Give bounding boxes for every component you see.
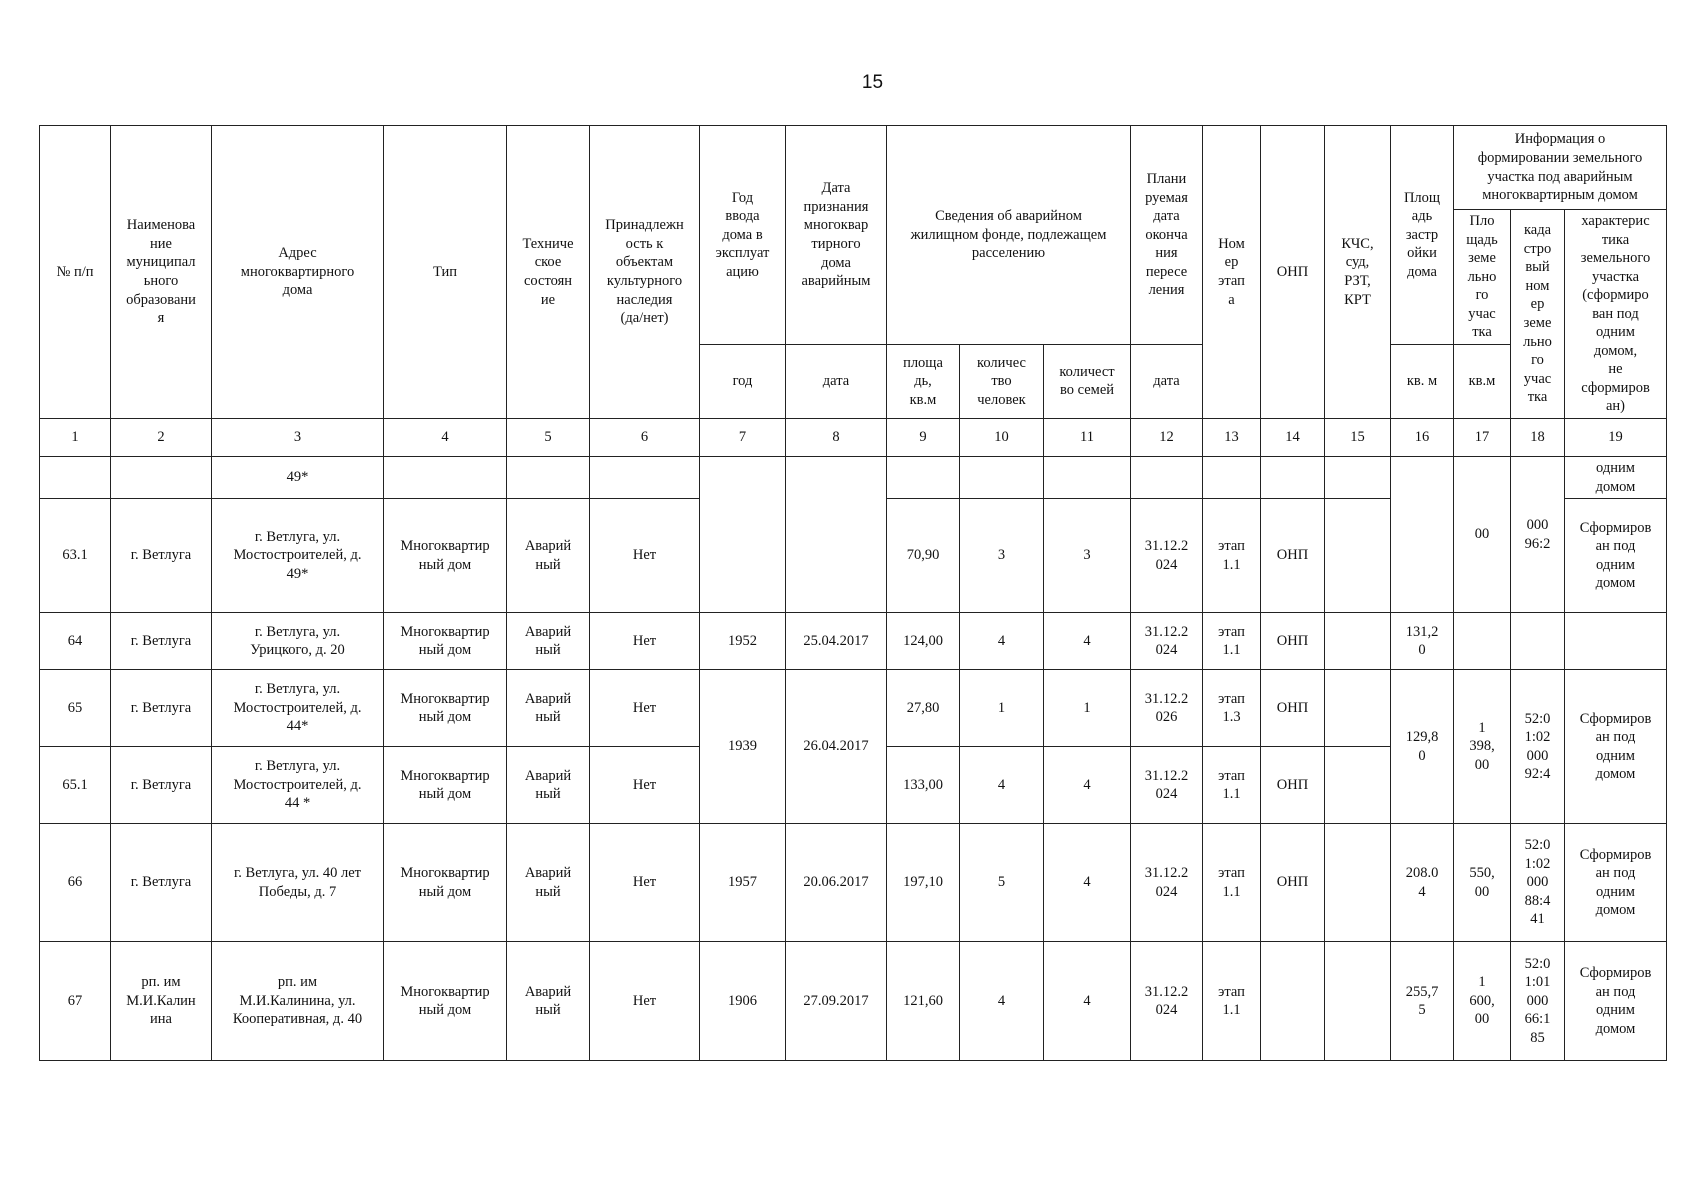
cell-heritage: Нет: [590, 670, 700, 747]
cell-type: [384, 457, 507, 499]
cell-type: Многоквартир ный дом: [384, 747, 507, 824]
cell-people: 4: [960, 747, 1044, 824]
cell-planned-date: 31.12.2 024: [1131, 824, 1203, 942]
cell-stage: этап 1.1: [1203, 499, 1261, 613]
cell-type: Многоквартир ный дом: [384, 670, 507, 747]
cell-tech-state: Аварий ный: [507, 670, 590, 747]
cell-year: 1939: [700, 670, 786, 824]
cell-area: 70,90: [887, 499, 960, 613]
cell-families: 4: [1044, 613, 1131, 670]
cell-cadastral: [1511, 613, 1565, 670]
cell-municipality: г. Ветлуга: [111, 824, 212, 942]
header-emergency-fund: Сведения об аварийном жилищном фонде, подлежащем расселению: [887, 126, 1131, 345]
cell-land-char: одним домом: [1565, 457, 1667, 499]
cell-year: 1957: [700, 824, 786, 942]
cell-planned-date: 31.12.2 024: [1131, 613, 1203, 670]
header-land-area: Пло щадь земе льно го учас тка: [1454, 210, 1511, 345]
emergency-housing-table: [39, 125, 1667, 1061]
cell-families: 4: [1044, 824, 1131, 942]
cell-heritage: Нет: [590, 499, 700, 613]
cell-planned-date: [1131, 457, 1203, 499]
header-kchs: КЧС, суд, РЗТ, КРТ: [1325, 126, 1391, 419]
cell-tech-state: Аварий ный: [507, 747, 590, 824]
cell-heritage: Нет: [590, 613, 700, 670]
cell-address: г. Ветлуга, ул. 40 лет Победы, д. 7: [212, 824, 384, 942]
header-address: Адрес многоквартирного дома: [212, 126, 384, 419]
cell-type: Многоквартир ный дом: [384, 499, 507, 613]
header-municipality: Наименова ние муниципал ьного образовани я: [111, 126, 212, 419]
header-year: Год ввода дома в эксплуат ацию: [700, 126, 786, 345]
cell-build-area: 131,2 0: [1391, 613, 1454, 670]
cell-address: г. Ветлуга, ул. Мостостроителей, д. 44 *: [212, 747, 384, 824]
column-number: 14: [1261, 419, 1325, 457]
cell-kchs: [1325, 613, 1391, 670]
cell-build-area: 255,7 5: [1391, 942, 1454, 1061]
column-number: 7: [700, 419, 786, 457]
cell-build-area: 129,8 0: [1391, 670, 1454, 824]
cell-cadastral: 52:0 1:01 000 66:1 85: [1511, 942, 1565, 1061]
cell-kchs: [1325, 747, 1391, 824]
cell-year: 1952: [700, 613, 786, 670]
header-num: № п/п: [40, 126, 111, 419]
sub-build-area-unit: кв. м: [1391, 344, 1454, 418]
cell-land-area: 1 600, 00: [1454, 942, 1511, 1061]
header-cadastral: када стро вый ном ер земе льно го учас тка: [1511, 210, 1565, 419]
cell-recognition-date: [786, 457, 887, 613]
cell-type: Многоквартир ный дом: [384, 613, 507, 670]
cell-municipality: г. Ветлуга: [111, 747, 212, 824]
column-number: 19: [1565, 419, 1667, 457]
sub-people: количес тво человек: [960, 344, 1044, 418]
cell-heritage: Нет: [590, 824, 700, 942]
cell-year: [700, 457, 786, 613]
column-number-row: [40, 419, 1667, 457]
cell-kchs: [1325, 457, 1391, 499]
table-row: [40, 942, 1667, 1061]
cell-num: 65.1: [40, 747, 111, 824]
cell-recognition-date: 26.04.2017: [786, 670, 887, 824]
cell-people: 5: [960, 824, 1044, 942]
cell-address: рп. им М.И.Калинина, ул. Кооперативная, д. 40: [212, 942, 384, 1061]
cell-municipality: г. Ветлуга: [111, 613, 212, 670]
column-number: 8: [786, 419, 887, 457]
cell-num: 65: [40, 670, 111, 747]
cell-tech-state: Аварий ный: [507, 942, 590, 1061]
cell-municipality: г. Ветлуга: [111, 499, 212, 613]
cell-tech-state: Аварий ный: [507, 824, 590, 942]
cell-heritage: Нет: [590, 942, 700, 1061]
header-tech-state: Техниче ское состоян ие: [507, 126, 590, 419]
cell-recognition-date: 27.09.2017: [786, 942, 887, 1061]
cell-type: Многоквартир ный дом: [384, 942, 507, 1061]
cell-land-char: Сформиров ан под одним домом: [1565, 942, 1667, 1061]
sub-planned-date: дата: [1131, 344, 1203, 418]
cell-area: [887, 457, 960, 499]
cell-num: 64: [40, 613, 111, 670]
cell-kchs: [1325, 824, 1391, 942]
table-row: [40, 613, 1667, 670]
column-number: 2: [111, 419, 212, 457]
column-number: 3: [212, 419, 384, 457]
sub-families: количест во семей: [1044, 344, 1131, 418]
header-type: Тип: [384, 126, 507, 419]
cell-land-area: 00: [1454, 457, 1511, 613]
cell-stage: этап 1.1: [1203, 747, 1261, 824]
cell-onp: [1261, 942, 1325, 1061]
cell-cadastral: 52:0 1:02 000 92:4: [1511, 670, 1565, 824]
cell-people: 4: [960, 942, 1044, 1061]
cell-type: Многоквартир ный дом: [384, 824, 507, 942]
table-row: [40, 670, 1667, 747]
cell-year: 1906: [700, 942, 786, 1061]
cell-area: 121,60: [887, 942, 960, 1061]
sub-land-area-unit: кв.м: [1454, 344, 1511, 418]
cell-address: г. Ветлуга, ул. Урицкого, д. 20: [212, 613, 384, 670]
cell-land-char: [1565, 613, 1667, 670]
cell-cadastral: 000 96:2: [1511, 457, 1565, 613]
column-number: 10: [960, 419, 1044, 457]
cell-land-char: Сформиров ан под одним домом: [1565, 499, 1667, 613]
cell-planned-date: 31.12.2 024: [1131, 747, 1203, 824]
cell-families: [1044, 457, 1131, 499]
sub-date: дата: [786, 344, 887, 418]
cell-recognition-date: 20.06.2017: [786, 824, 887, 942]
cell-heritage: Нет: [590, 747, 700, 824]
column-number: 1: [40, 419, 111, 457]
cell-area: 124,00: [887, 613, 960, 670]
column-number: 6: [590, 419, 700, 457]
cell-families: 1: [1044, 670, 1131, 747]
header-land-char: характерис тика земельного участка (сформиро ван под одним домом, не сформиров ан): [1565, 210, 1667, 419]
column-number: 13: [1203, 419, 1261, 457]
header-build-area: Площ адь застр ойки дома: [1391, 126, 1454, 345]
cell-num: 66: [40, 824, 111, 942]
cell-stage: этап 1.1: [1203, 824, 1261, 942]
cell-onp: ОНП: [1261, 824, 1325, 942]
cell-tech-state: Аварий ный: [507, 613, 590, 670]
cell-land-area: 1 398, 00: [1454, 670, 1511, 824]
column-number: 15: [1325, 419, 1391, 457]
cell-stage: этап 1.1: [1203, 613, 1261, 670]
column-number: 16: [1391, 419, 1454, 457]
cell-tech-state: [507, 457, 590, 499]
cell-area: 27,80: [887, 670, 960, 747]
column-number: 18: [1511, 419, 1565, 457]
cell-families: 3: [1044, 499, 1131, 613]
cell-address: 49*: [212, 457, 384, 499]
cell-heritage: [590, 457, 700, 499]
cell-stage: этап 1.3: [1203, 670, 1261, 747]
cell-people: [960, 457, 1044, 499]
cell-planned-date: 31.12.2 024: [1131, 942, 1203, 1061]
table-row: [40, 824, 1667, 942]
column-number: 17: [1454, 419, 1511, 457]
cell-onp: ОНП: [1261, 747, 1325, 824]
cell-kchs: [1325, 670, 1391, 747]
header-recognition-date: Дата признания многоквар тирного дома аварийным: [786, 126, 887, 345]
sub-area: площа дь, кв.м: [887, 344, 960, 418]
cell-build-area: [1391, 457, 1454, 613]
cell-municipality: г. Ветлуга: [111, 670, 212, 747]
column-number: 4: [384, 419, 507, 457]
cell-num: 67: [40, 942, 111, 1061]
cell-stage: [1203, 457, 1261, 499]
header-heritage: Принадлежн ость к объектам культурного наследия (да/нет): [590, 126, 700, 419]
header-planned-date: Плани руемая дата оконча ния пересе ления: [1131, 126, 1203, 345]
cell-municipality: [111, 457, 212, 499]
cell-onp: ОНП: [1261, 670, 1325, 747]
cell-people: 3: [960, 499, 1044, 613]
cell-people: 1: [960, 670, 1044, 747]
header-land-info: Информация о формировании земельного участка под аварийным многоквартирным домом: [1454, 126, 1667, 210]
header-stage: Ном ер этап а: [1203, 126, 1261, 419]
cell-cadastral: 52:0 1:02 000 88:4 41: [1511, 824, 1565, 942]
page-number: 15: [861, 72, 884, 93]
column-number: 12: [1131, 419, 1203, 457]
column-number: 9: [887, 419, 960, 457]
sub-year: год: [700, 344, 786, 418]
table-row: [40, 457, 1667, 499]
cell-people: 4: [960, 613, 1044, 670]
cell-onp: [1261, 457, 1325, 499]
cell-num: [40, 457, 111, 499]
cell-land-area: 550, 00: [1454, 824, 1511, 942]
cell-address: г. Ветлуга, ул. Мостостроителей, д. 44*: [212, 670, 384, 747]
cell-tech-state: Аварий ный: [507, 499, 590, 613]
cell-land-char: Сформиров ан под одним домом: [1565, 824, 1667, 942]
cell-families: 4: [1044, 747, 1131, 824]
cell-land-char: Сформиров ан под одним домом: [1565, 670, 1667, 824]
cell-onp: ОНП: [1261, 499, 1325, 613]
cell-planned-date: 31.12.2 024: [1131, 499, 1203, 613]
cell-families: 4: [1044, 942, 1131, 1061]
cell-municipality: рп. им М.И.Калин ина: [111, 942, 212, 1061]
cell-planned-date: 31.12.2 026: [1131, 670, 1203, 747]
cell-kchs: [1325, 942, 1391, 1061]
column-number: 5: [507, 419, 590, 457]
header-onp: ОНП: [1261, 126, 1325, 419]
cell-build-area: 208.0 4: [1391, 824, 1454, 942]
cell-recognition-date: 25.04.2017: [786, 613, 887, 670]
cell-kchs: [1325, 499, 1391, 613]
cell-stage: этап 1.1: [1203, 942, 1261, 1061]
cell-land-area: [1454, 613, 1511, 670]
column-number: 11: [1044, 419, 1131, 457]
cell-onp: ОНП: [1261, 613, 1325, 670]
cell-num: 63.1: [40, 499, 111, 613]
cell-address: г. Ветлуга, ул. Мостостроителей, д. 49*: [212, 499, 384, 613]
cell-area: 197,10: [887, 824, 960, 942]
cell-area: 133,00: [887, 747, 960, 824]
